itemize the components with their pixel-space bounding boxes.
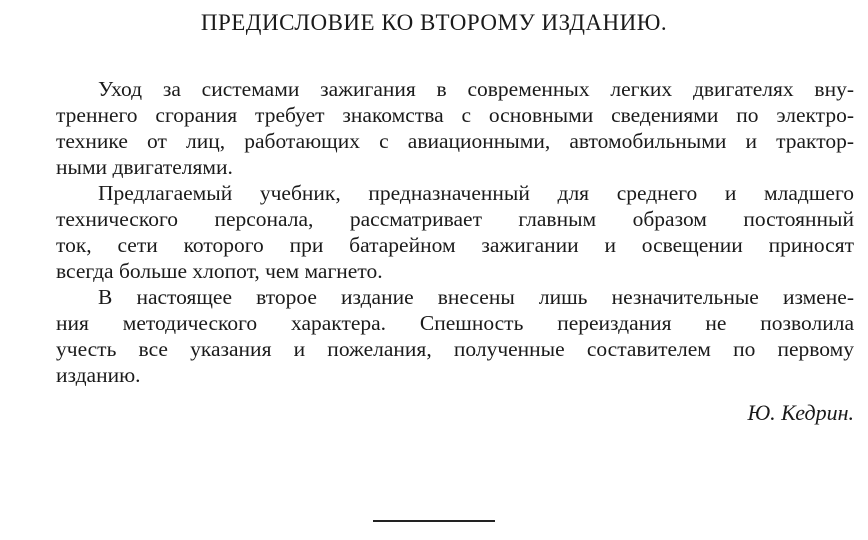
paragraph-1 — [14, 76, 854, 180]
text-line: всегда больше хлопот, чем магнето. — [56, 259, 383, 283]
author-signature: Ю. Кедрин. — [747, 400, 854, 425]
section-divider — [373, 520, 495, 522]
text-line: учесть все указания и пожелания, полученные составителем по первому — [56, 337, 854, 361]
text-line: Предлагаемый учебник, предназначенный для среднего и младшего — [98, 181, 854, 205]
text-line: технического персонала, рассматривает главным образом постоянный — [56, 207, 854, 231]
paragraph-3 — [14, 284, 854, 388]
text-line: Уход за системами зажигания в современных легких двигателях вну- — [98, 77, 854, 101]
text-line: технике от лиц, работающих с авиационными, автомобильными и трактор- — [56, 129, 854, 153]
text-line: треннего сгорания требует знакомства с основными сведениями по электро- — [56, 103, 854, 127]
paragraph-2 — [14, 180, 854, 284]
text-line: ток, сети которого при батарейном зажигании и освещении приносят — [56, 233, 854, 257]
text-line: В настоящее второе издание внесены лишь незначительные измене- — [98, 285, 854, 309]
page-title: ПРЕДИСЛОВИЕ КО ВТОРОМУ ИЗДАНИЮ. — [200, 10, 668, 35]
preface-body — [14, 76, 854, 388]
text-line: ными двигателями. — [56, 155, 233, 179]
text-line: ния методического характера. Спешность переиздания не позволила — [56, 311, 854, 335]
text-line: изданию. — [56, 363, 141, 387]
